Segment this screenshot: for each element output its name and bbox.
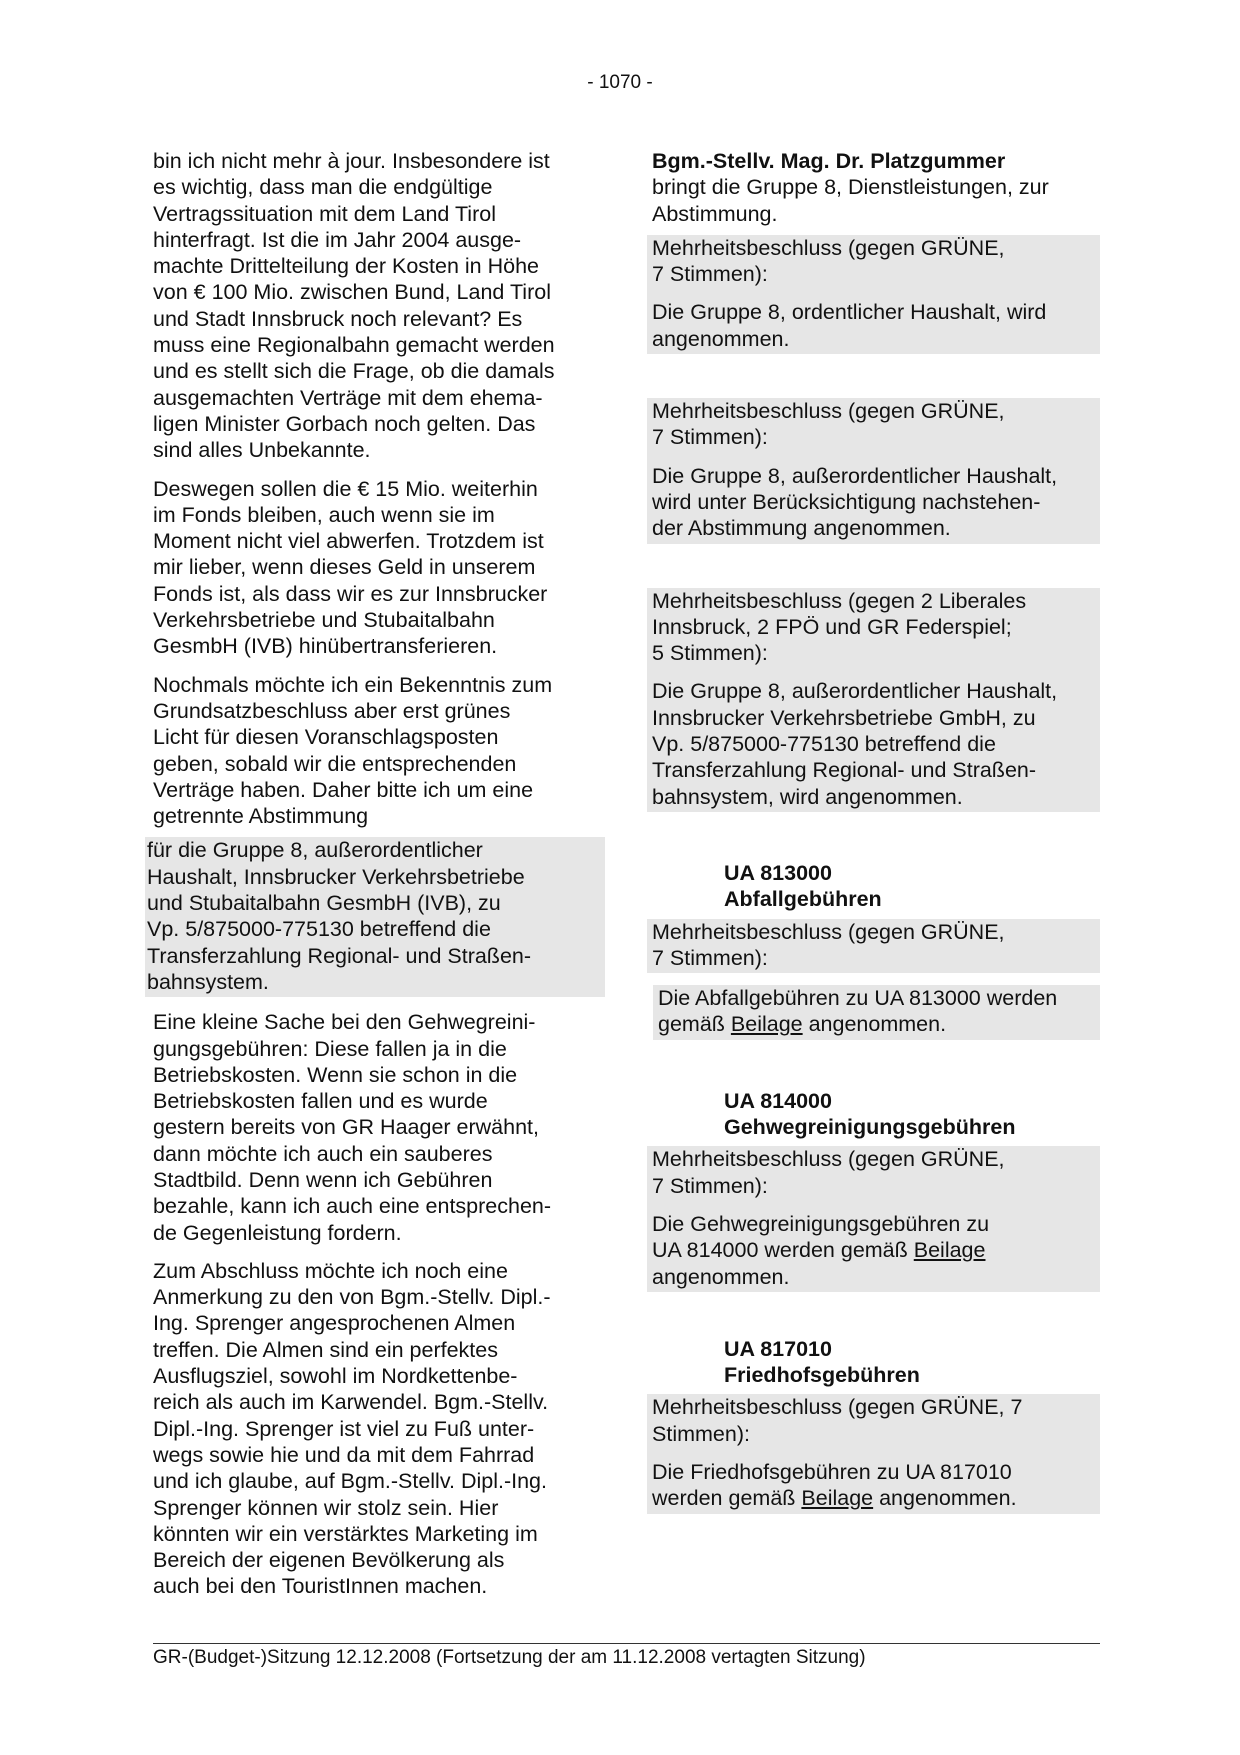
vote-result-block	[653, 985, 1100, 1040]
page-footer: GR-(Budget-)Sitzung 12.12.2008 (Fortsetzung der am 11.12.2008 vertagten Sitzung)	[153, 1643, 1100, 1669]
beilage-link[interactable]: Beilage	[801, 1486, 874, 1511]
ua-title: Abfallgebühren	[724, 887, 882, 912]
vote-result: Die Abfallgebühren zu UA 813000 werden gemäß Beilage angenommen.	[658, 986, 1058, 1037]
ua-code: UA 817010	[724, 1336, 832, 1361]
vote-result: Die Gruppe 8, ordentlicher Haushalt, wird angenommen.	[652, 300, 1047, 351]
vote-result: Die Friedhofsgebühren zu UA 817010 werden gemäß Beilage angenommen.	[652, 1459, 1017, 1511]
vote-result: Die Gruppe 8, außerordentlicher Haushalt, Innsbrucker Verkehrsbetriebe GmbH, zu Vp. 5/875000-775130 betreffend die Transferzahlung Regional- und Straßen- bahnsystem, wird angenommen.	[652, 679, 1058, 809]
ua-code: UA 813000	[724, 860, 832, 885]
paragraph: bin ich nicht mehr à jour. Insbesondere ist es wichtig, dass man die endgültige Vertragssituation mit dem Land Tirol hinterfragt. Ist die im Jahr 2004 ausge- machte Drittelteilung der Kosten in Höhe von € 100 Mio. zwischen Bund, Land Tirol und Stadt Innsbruck noch relevant? Es muss eine Regionalbahn gemacht werden und es stellt sich die Frage, ob die damals ausgemachten Verträge mit dem ehema- ligen Minister Gorbach noch gelten. Das sind alles Unbekannte.	[153, 149, 555, 463]
vote-text: Mehrheitsbeschluss (gegen 2 Liberales Innsbruck, 2 FPÖ und GR Federspiel; 5 Stimmen):	[652, 588, 1027, 666]
ua-heading	[652, 1336, 1100, 1389]
vote-text: Mehrheitsbeschluss (gegen GRÜNE, 7 Stimmen):	[652, 919, 1005, 970]
ua-heading	[652, 1088, 1100, 1141]
paragraph: Deswegen sollen die € 15 Mio. weiterhin im Fonds bleiben, auch wenn sie im Moment nicht viel abwerfen. Trotzdem ist mir lieber, wenn dieses Geld in unserem Fonds ist, als dass wir es zur Innsbrucker Verkehrsbetriebe und Stubaitalbahn GesmbH (IVB) hinübertransferieren.	[153, 476, 548, 659]
speaker-name: Bgm.-Stellv. Mag. Dr. Platzgummer	[652, 149, 1006, 173]
speaker-statement: bringt die Gruppe 8, Dienstleistungen, zur Abstimmung.	[652, 175, 1049, 226]
vote-text: Mehrheitsbeschluss (gegen GRÜNE, 7 Stimmen):	[652, 235, 1005, 287]
vote-text: Mehrheitsbeschluss (gegen GRÜNE, 7 Stimmen):	[652, 399, 1005, 450]
beilage-link[interactable]: Beilage	[913, 1238, 986, 1263]
ua-title: Gehwegreinigungsgebühren	[724, 1115, 1016, 1140]
vote-block	[647, 398, 1100, 543]
vote-block	[647, 919, 1100, 974]
right-column	[652, 148, 1100, 1514]
vote-block	[647, 588, 1100, 812]
vote-block	[647, 235, 1100, 354]
vote-text: Mehrheitsbeschluss (gegen GRÜNE, 7 Stimmen):	[652, 1147, 1005, 1198]
vote-text: Mehrheitsbeschluss (gegen GRÜNE, 7 Stimmen):	[652, 1395, 1023, 1446]
ua-heading	[652, 860, 1100, 913]
page-number: - 1070 -	[587, 72, 653, 93]
highlighted-request	[145, 837, 605, 997]
vote-block	[647, 1146, 1100, 1291]
paragraph: Eine kleine Sache bei den Gehwegreini- gungsgebühren: Diese fallen ja in die Betriebskosten. Wenn sie schon in die Betriebskosten fallen und es wurde gestern bereits von GR Haager erwähnt, dann möchte ich auch ein sauberes Stadtbild. Denn wenn ich Gebühren bezahle, kann ich auch eine entsprechen- de Gegenleistung fordern.	[153, 1010, 552, 1245]
left-column	[147, 148, 595, 1600]
vote-result: Die Gruppe 8, außerordentlicher Haushalt, wird unter Berücksichtigung nachstehen- der Abstimmung angenommen.	[652, 463, 1058, 541]
vote-result: Die Gehwegreinigungsgebühren zu UA 814000 werden gemäß Beilage angenommen.	[652, 1211, 990, 1289]
ua-code: UA 814000	[724, 1088, 832, 1113]
paragraph: Zum Abschluss möchte ich noch eine Anmerkung zu den von Bgm.-Stellv. Dipl.- Ing. Sprenger angesprochenen Almen treffen. Die Almen sind ein perfektes Ausflugsziel, sowohl im Nordkettenbe- reich als auch im Karwendel. Bgm.-Stellv. Dipl.-Ing. Sprenger ist viel zu Fuß unter- wegs sowie hie und da mit dem Fahrrad und ich glaube, auf Bgm.-Stellv. Dipl.-Ing. Sprenger können wir stolz sein. Hier könnten wir ein verstärktes Marketing im Bereich der eigenen Bevölkerung als auch bei den TouristInnen machen.	[153, 1258, 551, 1599]
vote-block	[647, 1394, 1100, 1513]
ua-title: Friedhofsgebühren	[724, 1363, 920, 1388]
highlighted-request-text: für die Gruppe 8, außerordentlicher Haushalt, Innsbrucker Verkehrsbetriebe und Stubaitalbahn GesmbH (IVB), zu Vp. 5/875000-775130 betreffend die Transferzahlung Regional- und Straßen- bahnsystem.	[147, 838, 532, 994]
beilage-link[interactable]: Beilage	[730, 1012, 803, 1037]
paragraph: Nochmals möchte ich ein Bekenntnis zum Grundsatzbeschluss aber erst grünes Licht für diesen Voranschlagsposten geben, sobald wir die entsprechenden Verträge haben. Daher bitte ich um eine getrennte Abstimmung	[153, 672, 553, 829]
